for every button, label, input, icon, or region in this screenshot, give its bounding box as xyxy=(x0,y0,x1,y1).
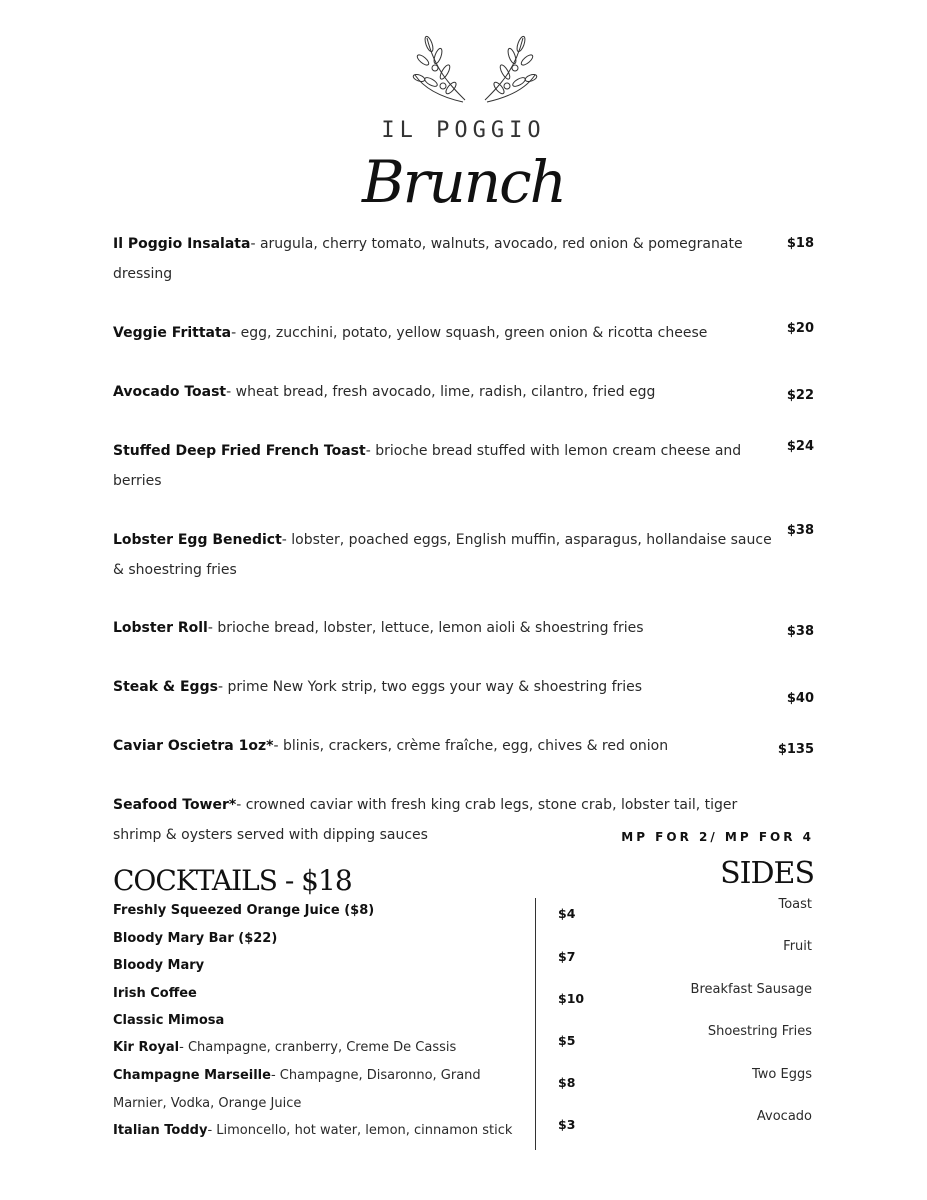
side-price: $4 xyxy=(558,906,576,921)
menu-item xyxy=(113,377,785,407)
menu-item-desc: - blinis, crackers, crème fraîche, egg, chives & red onion xyxy=(273,738,669,754)
menu-title: Brunch xyxy=(362,148,565,216)
cocktail-item xyxy=(113,931,533,946)
menu-item xyxy=(113,613,785,643)
side-price: $7 xyxy=(558,949,576,964)
menu-item-name: Il Poggio Insalata xyxy=(113,236,251,252)
cocktail-name: Freshly Squeezed Orange Juice ($8) xyxy=(113,903,375,918)
side-item: Shoestring Fries xyxy=(707,1024,812,1039)
restaurant-name: IL POGGIO xyxy=(381,118,546,143)
menu-item-desc: - egg, zucchini, potato, yellow squash, green onion & ricotta cheese xyxy=(231,325,708,341)
cocktail-name: Classic Mimosa xyxy=(113,1013,225,1028)
side-price: $5 xyxy=(558,1033,576,1048)
cocktail-item xyxy=(113,986,533,1001)
olive-branch-logo-icon xyxy=(405,30,545,110)
column-divider xyxy=(535,898,536,1150)
menu-item xyxy=(113,731,785,761)
menu-item-price: $24 xyxy=(786,439,814,454)
cocktail-item xyxy=(113,1040,533,1055)
menu-item-price: $20 xyxy=(786,321,814,336)
side-item: Toast xyxy=(778,897,812,912)
side-item: Breakfast Sausage xyxy=(690,982,812,997)
cocktail-name: Irish Coffee xyxy=(113,986,197,1001)
sides-heading: SIDES xyxy=(720,856,814,891)
menu-item-price: $38 xyxy=(786,523,814,538)
menu-item-desc: - lobster, poached eggs, English muffin, asparagus, hollandaise sauce & shoestring fries xyxy=(113,532,772,578)
menu-item-name: Stuffed Deep Fried French Toast xyxy=(113,443,366,459)
menu-item-name: Steak & Eggs xyxy=(113,679,218,695)
menu-item-name: Avocado Toast xyxy=(113,384,227,400)
menu-item-name: Caviar Oscietra 1oz* xyxy=(113,738,274,754)
menu-item-name: Lobster Roll xyxy=(113,620,208,636)
side-price: $3 xyxy=(558,1117,576,1132)
menu-item-desc: - arugula, cherry tomato, walnuts, avocado, red onion & pomegranate dressing xyxy=(113,236,743,282)
side-price: $10 xyxy=(558,991,585,1006)
cocktail-item xyxy=(113,903,533,918)
cocktail-item xyxy=(113,1062,513,1117)
side-item: Fruit xyxy=(783,939,812,954)
cocktail-name: Italian Toddy xyxy=(113,1123,208,1138)
menu-item-desc: - crowned caviar with fresh king crab legs, stone crab, lobster tail, tiger shrimp & oysters served with dipping sauces xyxy=(113,797,738,843)
menu-item xyxy=(113,672,785,702)
menu-item xyxy=(113,229,785,289)
menu-item-name: Veggie Frittata xyxy=(113,325,232,341)
cocktail-desc: - Champagne, cranberry, Creme De Cassis xyxy=(179,1040,457,1055)
cocktail-item xyxy=(113,1013,533,1028)
menu-item-price: $40 xyxy=(786,691,814,706)
menu-item-name: Seafood Tower* xyxy=(113,797,237,813)
cocktail-name: Bloody Mary xyxy=(113,958,205,973)
menu-item-price: $135 xyxy=(777,742,814,757)
side-item: Two Eggs xyxy=(752,1067,812,1082)
side-item: Avocado xyxy=(756,1109,812,1124)
menu-item xyxy=(113,525,785,585)
side-price: $8 xyxy=(558,1075,576,1090)
menu-item xyxy=(113,436,785,496)
cocktails-heading: COCKTAILS - $18 xyxy=(113,864,352,897)
menu-item-price: $18 xyxy=(786,236,814,251)
menu-item-price: $38 xyxy=(786,624,814,639)
cocktail-name: Kir Royal xyxy=(113,1040,180,1055)
cocktail-item xyxy=(113,1123,533,1138)
menu-item-price: $22 xyxy=(786,388,814,403)
cocktail-name: Champagne Marseille xyxy=(113,1068,271,1083)
menu-item-desc: - prime New York strip, two eggs your way & shoestring fries xyxy=(217,679,643,695)
menu-item xyxy=(113,318,785,348)
menu-item-desc: - wheat bread, fresh avocado, lime, radish, cilantro, fried egg xyxy=(226,384,656,400)
menu-item-name: Lobster Egg Benedict xyxy=(113,532,282,548)
cocktail-desc: - Limoncello, hot water, lemon, cinnamon stick xyxy=(207,1123,513,1138)
menu-item-price: MP FOR 2/ MP FOR 4 xyxy=(621,830,814,844)
cocktail-item xyxy=(113,958,533,973)
menu-item-desc: - brioche bread stuffed with lemon cream cheese and berries xyxy=(113,443,742,489)
cocktail-name: Bloody Mary Bar ($22) xyxy=(113,931,278,946)
menu-item-desc: - brioche bread, lobster, lettuce, lemon aioli & shoestring fries xyxy=(207,620,644,636)
cocktail-desc: - Champagne, Disaronno, Grand Marnier, Vodka, Orange Juice xyxy=(113,1068,481,1111)
